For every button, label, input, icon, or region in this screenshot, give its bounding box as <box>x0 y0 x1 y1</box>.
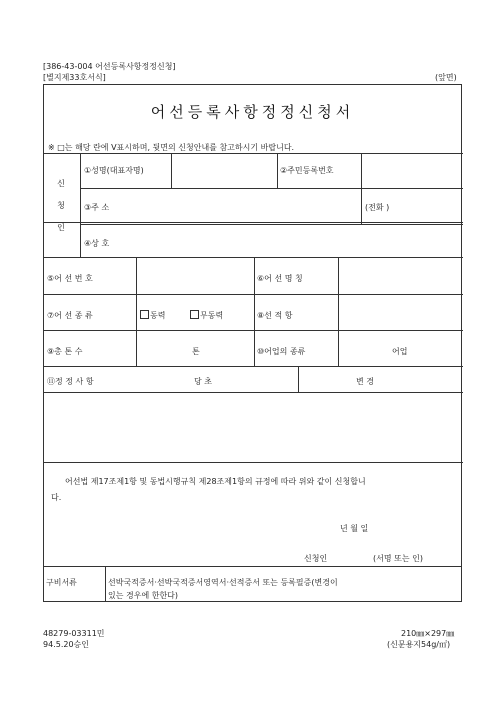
divider <box>43 567 44 601</box>
fishery-type-label: ⑩어업의 종류 <box>257 347 306 356</box>
divider <box>44 222 463 223</box>
ship-no-label: ⑤어 선 번 호 <box>47 274 93 283</box>
divider <box>105 567 106 601</box>
sign-note: (서명 또는 인) <box>373 554 423 563</box>
nonpowered-option[interactable]: 무동력 <box>190 310 223 321</box>
divider <box>43 601 462 602</box>
docs-text: 선박국적증서·선박국적증서영역서·선적증서 또는 등록필증(변경이 <box>108 578 338 587</box>
trade-name-label: ④상 호 <box>84 239 110 248</box>
divider <box>338 257 339 366</box>
fishery-unit: 어업 <box>392 347 408 356</box>
divider <box>80 224 463 225</box>
divider <box>171 153 172 188</box>
divider <box>361 153 362 188</box>
applicant-sign-label: 신청인 <box>304 554 328 563</box>
application-form <box>43 84 462 567</box>
divider <box>44 366 463 367</box>
checkbox-icon[interactable] <box>140 310 149 319</box>
paper-type: (신문용지54g/㎡) <box>387 640 451 649</box>
phone-label: (전화 ) <box>365 203 390 212</box>
name-label: ①성명(대표자명) <box>84 166 144 175</box>
tonnage-label: ⑨총 톤 수 <box>47 347 83 356</box>
divider <box>298 366 299 392</box>
address-label: ③주 소 <box>84 203 110 212</box>
correction-label: ⑪정 정 사 항 <box>47 377 94 386</box>
docs-label: 구비서류 <box>46 578 77 587</box>
tonnage-unit: 톤 <box>192 347 200 356</box>
date-label: 년 월 일 <box>340 524 369 533</box>
divider <box>361 188 362 224</box>
divider <box>80 188 463 189</box>
powered-option[interactable]: 동력 <box>140 310 165 321</box>
statement-text: 어선법 제17조제1항 및 동법시행규칙 제28조제1항의 규정에 따라 위와 같이 신청합니 <box>65 477 366 486</box>
form-title: 어선등록사항정정신청서 <box>150 103 355 121</box>
docs-text-cont: 있는 경우에 한한다) <box>108 591 179 600</box>
form-number: [별지제33호서식] <box>43 73 106 82</box>
statement-text-cont: 다. <box>51 493 62 502</box>
notice-text: ※ □는 해당 란에 V표시하며, 뒷면의 신청안내를 참고하시기 바랍니다. <box>48 143 295 152</box>
page-side: (앞면) <box>435 73 457 82</box>
divider <box>136 257 137 366</box>
divider <box>254 257 255 366</box>
change-label: 변 경 <box>356 377 374 386</box>
divider <box>44 462 463 463</box>
ship-type-label: ⑦어 선 종 류 <box>47 311 93 320</box>
print-code: 48279-03311민 <box>43 629 105 638</box>
approval-date: 94.5.20승인 <box>43 640 89 649</box>
port-label: ⑧선 적 항 <box>257 311 293 320</box>
divider <box>461 567 462 601</box>
ship-name-label: ⑥어 선 명 칭 <box>257 274 303 283</box>
divider <box>80 153 81 257</box>
checkbox-icon[interactable] <box>190 310 199 319</box>
reg-no-label: ②주민등록번호 <box>280 166 334 175</box>
original-label: 당 초 <box>194 377 212 386</box>
divider <box>44 153 463 154</box>
form-code: [386-43-004 어선등록사항정정신청] <box>43 62 176 71</box>
divider <box>44 392 463 393</box>
applicant-label: 신 청 인 <box>57 179 65 232</box>
paper-size: 210㎜×297㎜ <box>401 629 455 638</box>
divider <box>277 153 278 188</box>
